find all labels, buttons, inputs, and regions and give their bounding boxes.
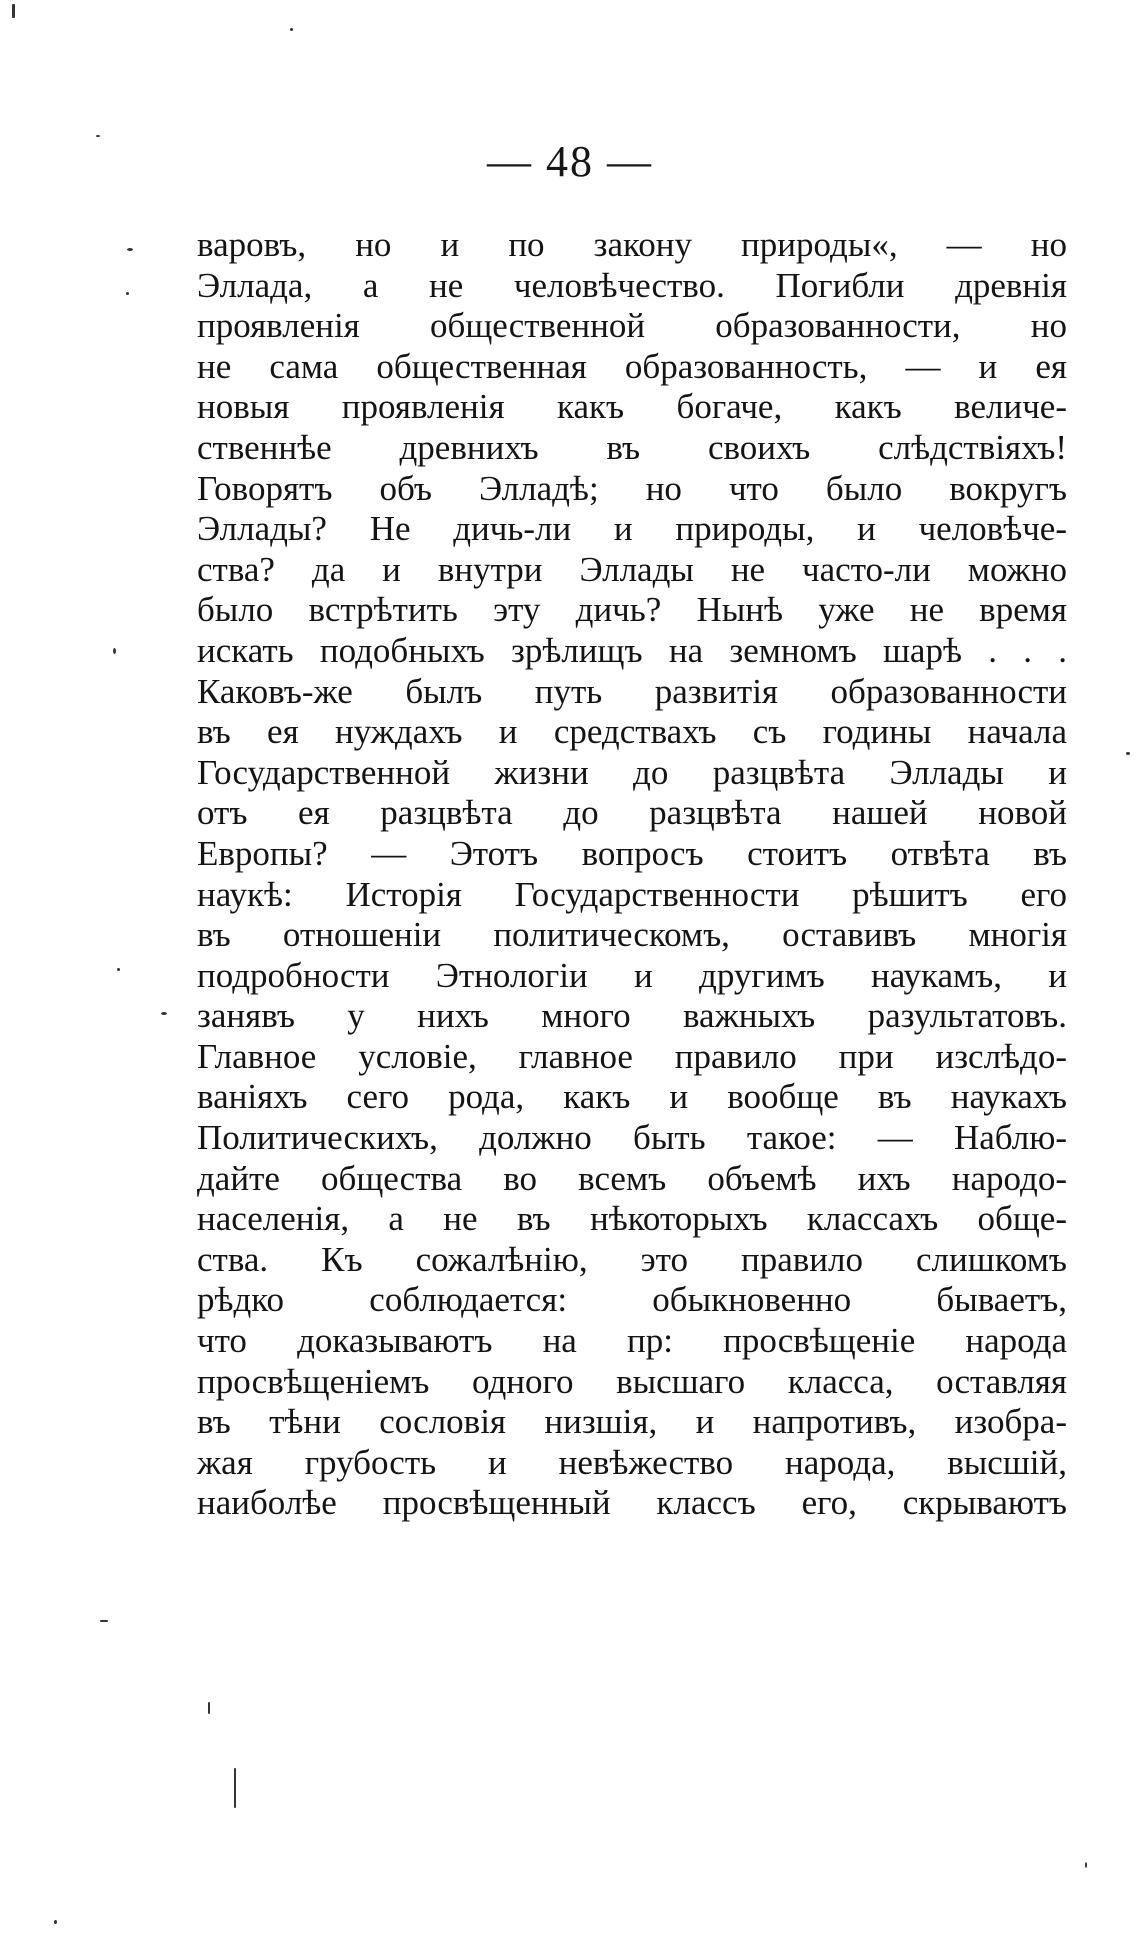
text-line: Политическихъ, должно быть такое: — Наблю- [197, 1118, 1067, 1158]
scan-speck [1085, 1862, 1087, 1868]
scan-speck [1126, 752, 1130, 755]
text-line: варовъ, но и по закону природы«, — но [197, 225, 1067, 264]
scan-speck [161, 1012, 167, 1015]
text-line: Главное условіе, главное правило при изслѣдо- [197, 1036, 1067, 1076]
text-line: подробности Этнологіи и другимъ наукамъ, и [197, 955, 1067, 995]
scan-speck [126, 292, 129, 295]
scan-speck [208, 1702, 210, 1714]
text-line: что доказываютъ на пр: просвѣщеніе народа [197, 1321, 1067, 1361]
scan-speck [12, 4, 15, 18]
text-line: новыя проявленія какъ богаче, какъ величе- [197, 387, 1067, 427]
scan-speck [96, 135, 100, 137]
body-text [197, 225, 1067, 1524]
scan-speck [127, 248, 133, 251]
text-line: проявленія общественной образованности, но [197, 306, 1067, 346]
text-line: было встрѣтить эту дичь? Нынѣ уже не время [197, 590, 1067, 630]
text-line: наиболѣе просвѣщенный классъ его, скрываютъ [197, 1483, 1067, 1523]
text-line: ства. Къ сожалѣнію, это правило слишкомъ [197, 1239, 1067, 1279]
text-line: Говорятъ объ Элладѣ; но что было вокругъ [197, 468, 1067, 508]
text-line: Каковъ-же былъ путь развитія образованности [197, 671, 1067, 711]
scan-speck [290, 28, 293, 31]
text-line: ваніяхъ сего рода, какъ и вообще въ наукахъ [197, 1077, 1067, 1117]
text-line: отъ ея разцвѣта до разцвѣта нашей новой [197, 793, 1067, 833]
text-line: въ тѣни сословія низшія, и напротивъ, изобра- [197, 1402, 1067, 1442]
scan-speck [113, 648, 116, 654]
text-line: искать подобныхъ зрѣлищъ на земномъ шарѣ . . . [197, 630, 1067, 670]
text-line: наукѣ: Исторія Государственности рѣшитъ его [197, 874, 1067, 914]
text-line: въ ея нуждахъ и средствахъ съ годины начала [197, 712, 1067, 752]
page-number: — 48 — [487, 137, 653, 186]
text-line: Государственной жизни до разцвѣта Эллады и [197, 752, 1067, 792]
text-line: Европы? — Этотъ вопросъ стоитъ отвѣта въ [197, 833, 1067, 873]
scan-speck [234, 1768, 236, 1808]
text-line: въ отношеніи политическомъ, оставивъ многія [197, 915, 1067, 955]
scan-speck [54, 1920, 57, 1924]
scan-speck [100, 1620, 108, 1622]
text-line: дайте общества во всемъ объемѣ ихъ народо- [197, 1158, 1067, 1198]
text-line: просвѣщеніемъ одного высшаго класса, оставляя [197, 1361, 1067, 1401]
text-line: Эллада, а не человѣчество. Погибли древнія [197, 265, 1067, 305]
scan-speck [117, 968, 120, 971]
text-line: занявъ у нихъ много важныхъ разультатовъ. [197, 996, 1067, 1036]
text-line: населенія, а не въ нѣкоторыхъ классахъ обще- [197, 1199, 1067, 1239]
text-line: не сама общественная образованность, — и ея [197, 346, 1067, 386]
text-line: жая грубость и невѣжество народа, высшій, [197, 1442, 1067, 1482]
text-line: рѣдко соблюдается: обыкновенно бываетъ, [197, 1280, 1067, 1320]
text-line: Эллады? Не дичь-ли и природы, и человѣче- [197, 509, 1067, 549]
text-line: ственнѣе древнихъ въ своихъ слѣдствіяхъ! [197, 427, 1067, 467]
text-line: ства? да и внутри Эллады не часто-ли можно [197, 549, 1067, 589]
